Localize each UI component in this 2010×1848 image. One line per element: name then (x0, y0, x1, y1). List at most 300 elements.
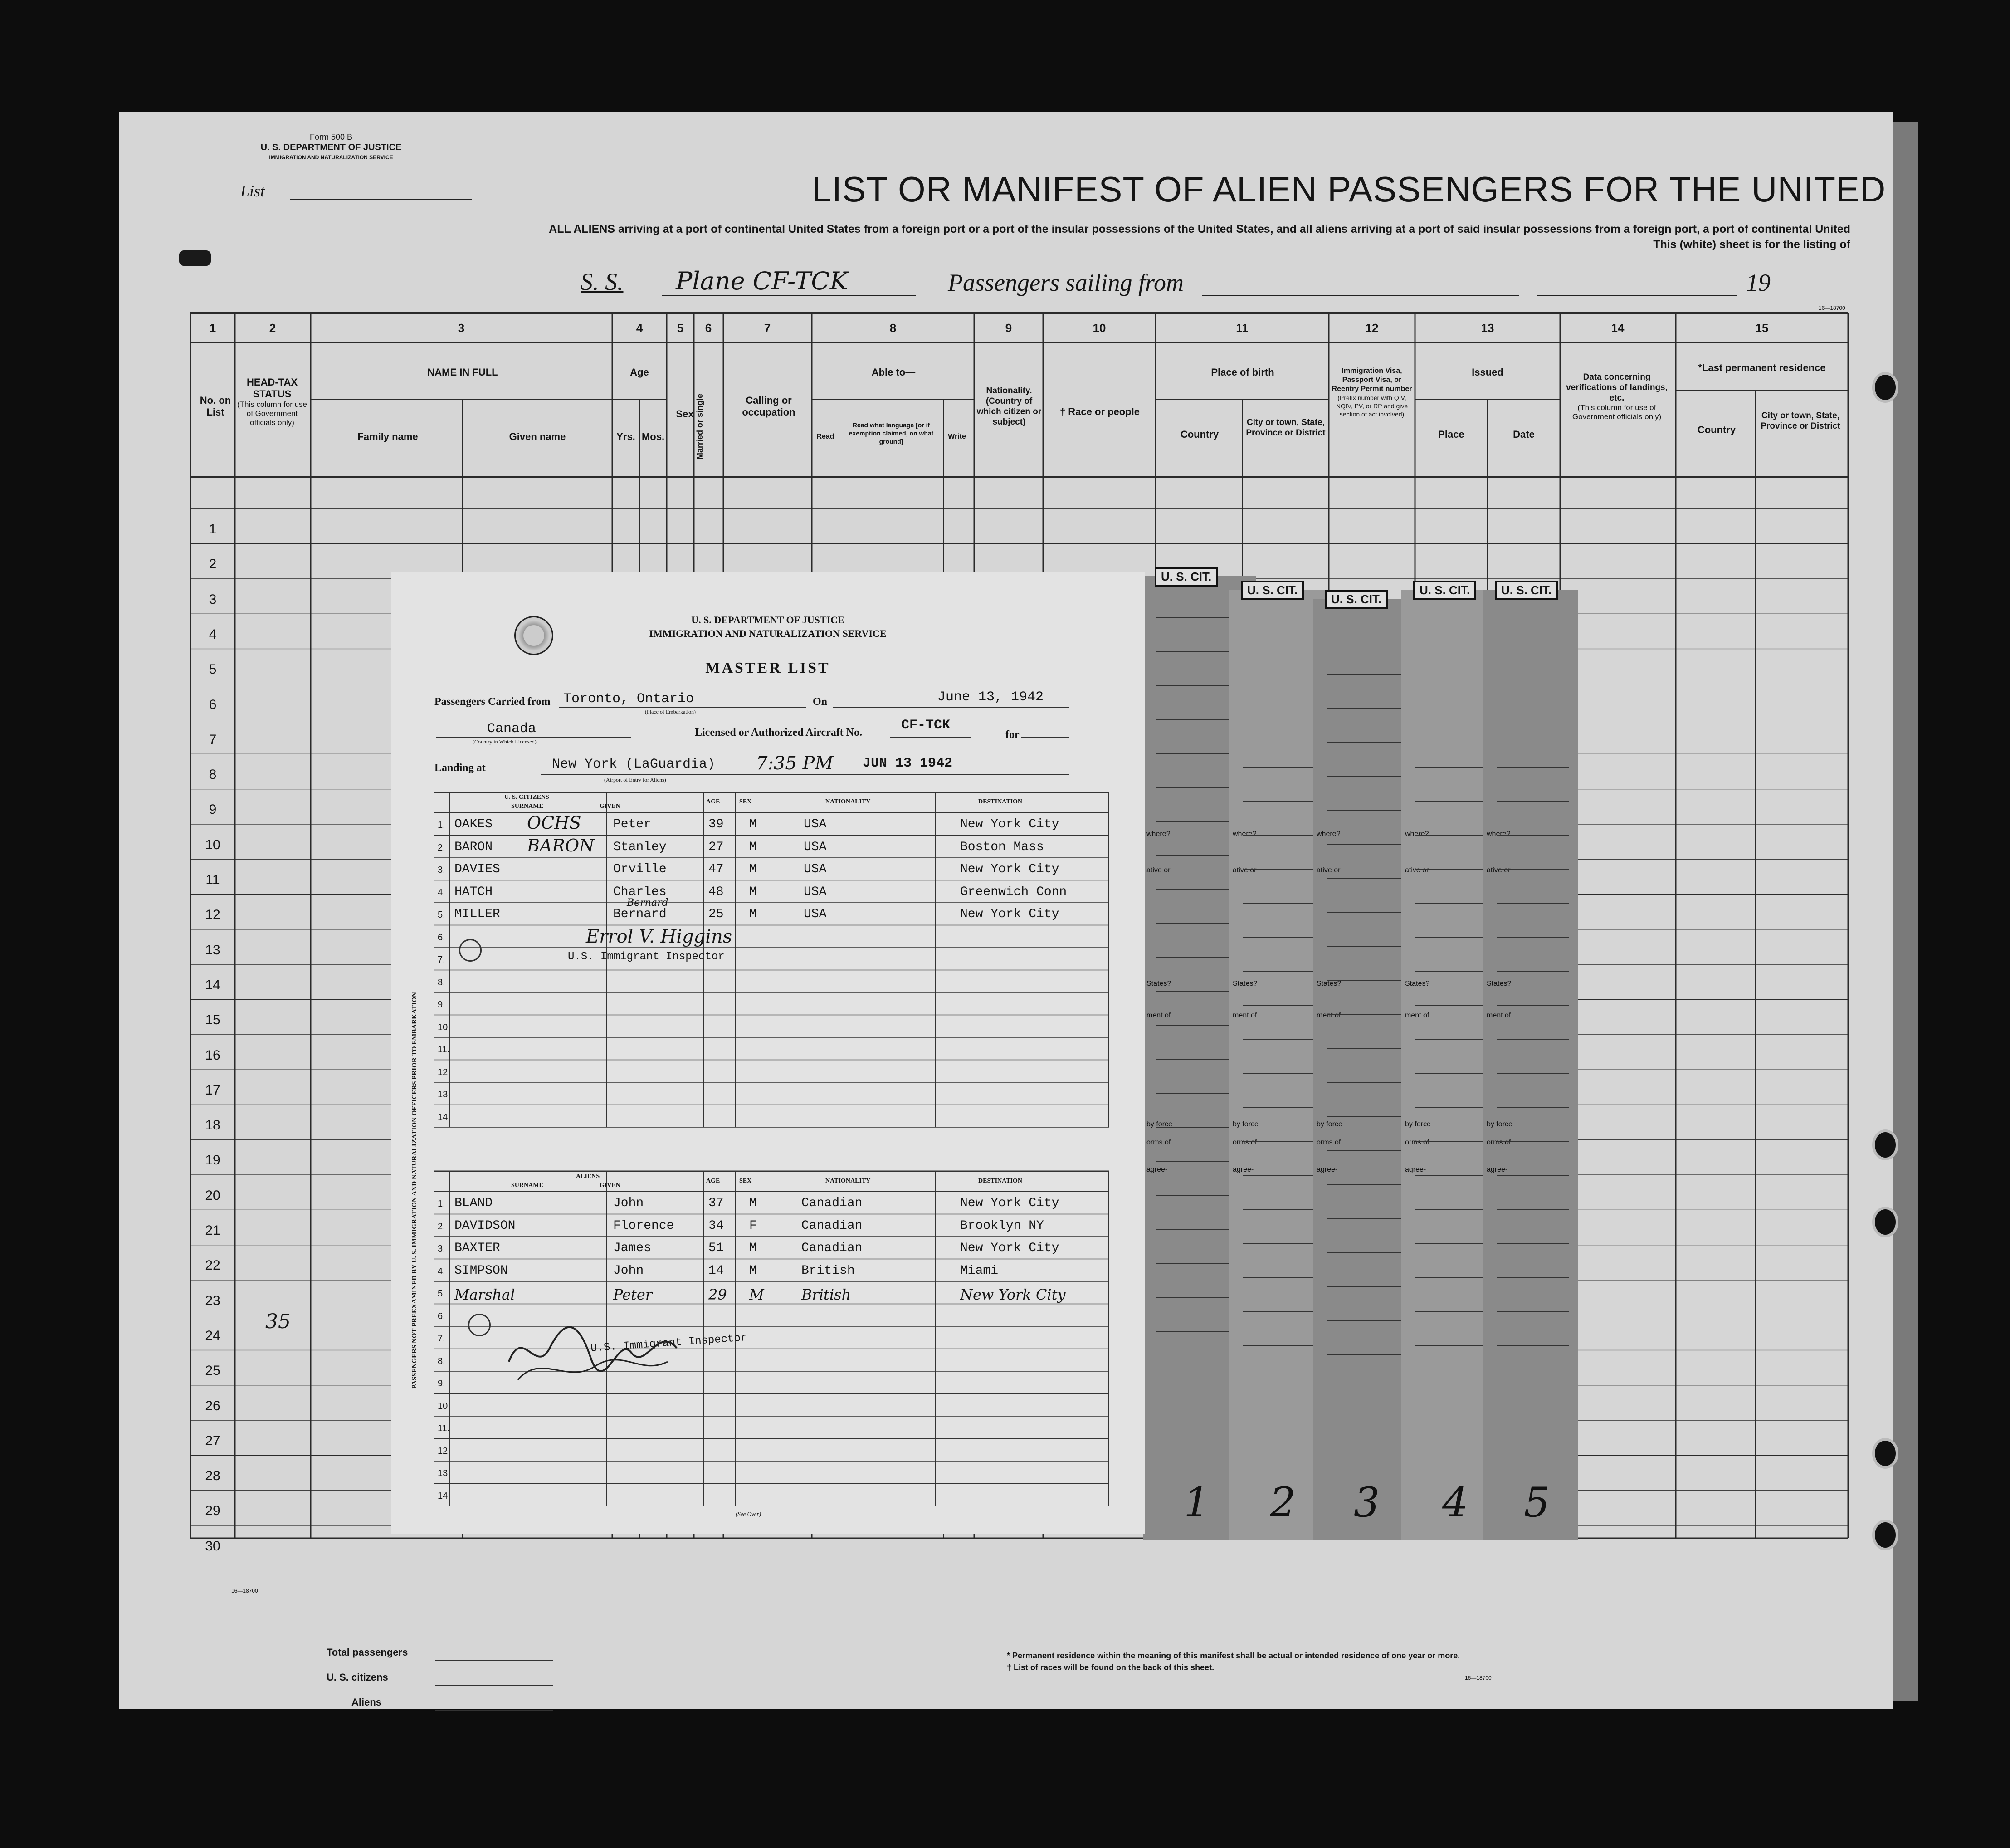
col-head-tax-note: (This column for use of Government officials only) (237, 400, 307, 427)
slip-fragment: orms of (1317, 1139, 1341, 1146)
slip-line (1327, 912, 1413, 913)
row-number: 24 (205, 1328, 220, 1343)
column-number: 12 (1365, 321, 1379, 335)
ml-row (391, 1110, 1145, 1132)
row-number: 8 (209, 767, 217, 782)
ml-cell-given: Orville (613, 862, 667, 876)
slip-line (1327, 742, 1413, 743)
ml-row-number: 6. (438, 1311, 445, 1321)
footer-code: 16—18700 (1465, 1675, 1492, 1681)
slip-fragment: ative or (1146, 866, 1171, 874)
ml-row (391, 862, 1145, 885)
ml-cell-nationality: USA (804, 885, 827, 899)
ml-row (391, 1264, 1145, 1286)
slip-fragment: orms of (1487, 1139, 1511, 1146)
ml-cell-destination: Boston Mass (960, 840, 1044, 854)
ml-department: U. S. DEPARTMENT OF JUSTICE (691, 614, 844, 626)
slip-line (1497, 1345, 1569, 1346)
ml-row-number: 8. (438, 977, 445, 988)
slip-line (1497, 903, 1569, 904)
slip-line (1497, 767, 1569, 768)
ml-row (391, 1421, 1145, 1443)
slip-fragment: where? (1233, 830, 1257, 838)
slip-fragment: where? (1317, 830, 1341, 838)
col-res-country: Country (1697, 424, 1736, 435)
row-number: 2 (209, 557, 217, 572)
ml-row-number: 4. (438, 1266, 445, 1276)
column-number: 5 (677, 321, 684, 335)
ml-licensed-label: Licensed or Authorized Aircraft No. (695, 727, 863, 738)
col-birth-country: Country (1180, 429, 1219, 440)
ml-row-number: 11. (438, 1423, 450, 1433)
slip-line (1327, 1116, 1413, 1117)
ml-aliens-nationality: NATIONALITY (825, 1178, 871, 1184)
slip-fragment: ment of (1146, 1012, 1171, 1019)
slip-fragment: by force (1233, 1120, 1259, 1128)
slip-line (1327, 1150, 1413, 1151)
citizen-slip (1483, 583, 1578, 1540)
year-prefix: 19 (1746, 269, 1771, 296)
ml-row-number: 6. (438, 932, 445, 943)
column-number: 15 (1755, 321, 1769, 335)
ml-landing-label: Landing at (434, 762, 486, 774)
slip-line (1243, 937, 1324, 938)
ml-row (391, 1488, 1145, 1511)
ml-row (391, 897, 1145, 930)
ml-cell-sex: M (749, 1263, 757, 1278)
ml-carried-from-value: Toronto, Ontario (563, 691, 694, 707)
col-race: † Race or people (1059, 406, 1140, 417)
ml-cell-surname: DAVIES (454, 862, 500, 876)
ml-row-number: 14. (438, 1112, 450, 1122)
footer-code-left: 16—18700 (231, 1588, 258, 1594)
slip-fragment: ative or (1405, 866, 1429, 874)
binder-hole (1872, 1129, 1898, 1160)
slip-fragment: orms of (1146, 1139, 1171, 1146)
ml-cell-nationality: Canadian (801, 1218, 863, 1233)
col-landings-note: (This column for use of Government officials only) (1572, 403, 1662, 421)
col-name-in-full: NAME IN FULL (427, 367, 498, 378)
row-number: 11 (205, 872, 220, 887)
slip-line (1243, 1073, 1324, 1074)
ml-cell-age: 39 (708, 817, 724, 831)
ml-carried-from-label: Passengers Carried from (434, 696, 551, 708)
slip-line (1243, 1277, 1324, 1278)
col-landings (1560, 372, 1673, 421)
ml-service: IMMIGRATION AND NATURALIZATION SERVICE (649, 628, 887, 639)
row-number: 5 (209, 662, 217, 677)
ml-row-number: 1. (438, 820, 445, 830)
ml-row-number: 5. (438, 910, 445, 920)
ml-cell-sex: M (749, 862, 757, 876)
ss-label: S. S. (581, 268, 624, 295)
slip-fragment: ative or (1487, 866, 1511, 874)
ml-row-number: 1. (438, 1199, 445, 1209)
ml-cell-sex: M (749, 907, 757, 921)
ml-landing-value: New York (LaGuardia) (552, 757, 716, 772)
row-number: 18 (205, 1118, 220, 1133)
slip-fragment: States? (1487, 980, 1512, 988)
row-number: 19 (205, 1153, 220, 1168)
ml-row (391, 1219, 1145, 1242)
slip-line (1243, 1005, 1324, 1006)
ml-cell-sex: M (749, 1196, 757, 1210)
handwritten-signature (504, 1307, 695, 1389)
ml-cell-surname: Marshal (454, 1286, 515, 1303)
slip-line (1243, 1209, 1324, 1210)
slip-line (1327, 878, 1413, 879)
ml-aliens-sex: SEX (739, 1178, 752, 1184)
col-issued: Issued (1472, 367, 1503, 378)
ml-cell-surname: MILLER (454, 907, 500, 921)
column-number: 8 (889, 321, 897, 335)
ml-aliens-surname: SURNAME (511, 1182, 543, 1189)
ml-row-number: 9. (438, 1000, 445, 1010)
circled-mark-icon (468, 1314, 491, 1336)
binder-hole (1872, 1207, 1898, 1237)
col-sex: Sex (676, 408, 694, 420)
ml-cell-nationality: USA (804, 907, 827, 921)
ml-row (391, 1196, 1145, 1219)
column-number: 3 (458, 321, 465, 335)
slip-line (1327, 674, 1413, 675)
ml-country-value: Canada (487, 721, 537, 737)
binder-hole (1872, 372, 1898, 403)
footer-line-3 (435, 1710, 553, 1711)
slip-fragment: by force (1317, 1120, 1342, 1128)
col-write: Write (948, 433, 966, 440)
slip-line (1327, 1082, 1413, 1083)
column-number: 2 (269, 321, 276, 335)
ml-row-number: 12. (438, 1067, 450, 1077)
slip-tag: U. S. CIT. (1241, 581, 1304, 600)
ml-cell-nationality: USA (804, 840, 827, 854)
row-number: 16 (205, 1047, 220, 1063)
col-place-of-birth: Place of birth (1211, 367, 1274, 378)
ml-cell-destination: New York City (960, 817, 1059, 831)
slip-fragment: ative or (1317, 866, 1341, 874)
column-number: 1 (209, 321, 216, 335)
col-visa-label: Immigration Visa, Passport Visa, or Reentry Permit number (1332, 367, 1412, 393)
slip-fragment: where? (1146, 830, 1171, 838)
row-number: 25 (205, 1363, 220, 1379)
ml-citizens-nationality: NATIONALITY (825, 798, 871, 805)
col-last-residence: *Last permanent residence (1698, 362, 1826, 373)
ml-cell-given: John (613, 1196, 644, 1210)
slip-line (1497, 1277, 1569, 1278)
ml-cell-age: 29 (708, 1286, 727, 1303)
ml-cell-given: Stanley (613, 840, 667, 854)
column-number: 13 (1481, 321, 1494, 335)
slip-fragment: by force (1405, 1120, 1431, 1128)
ml-row (391, 1443, 1145, 1466)
ml-cell-destination: New York City (960, 862, 1059, 876)
slip-number: 2 (1270, 1479, 1296, 1526)
ml-cell-given: Florence (613, 1218, 674, 1233)
ml-row (391, 1398, 1145, 1421)
slip-line (1497, 1141, 1569, 1142)
row-number: 17 (205, 1082, 220, 1098)
column-number: 7 (764, 321, 771, 335)
ml-cell-destination: New York City (960, 1196, 1059, 1210)
footer-aliens: Aliens (351, 1696, 382, 1708)
ml-cell-sex: M (749, 885, 757, 899)
ml-cell-age: 34 (708, 1218, 724, 1233)
ml-on-label: On (813, 696, 828, 708)
ml-aliens-destination: DESTINATION (978, 1178, 1022, 1184)
ml-citizens-age: AGE (706, 798, 720, 805)
slip-line (1497, 1073, 1569, 1074)
slip-tag: U. S. CIT. (1495, 581, 1558, 600)
ml-row (391, 930, 1145, 953)
row-number: 27 (205, 1433, 220, 1448)
ml-cell-destination: New York City (960, 1241, 1059, 1255)
ml-row (391, 1241, 1145, 1264)
slip-fragment: ment of (1317, 1012, 1341, 1019)
slip-line (1327, 1252, 1413, 1253)
column-number: 4 (636, 321, 643, 335)
ml-row (391, 1065, 1145, 1087)
slip-line (1243, 767, 1324, 768)
col-nationality: Nationality. (Country of which citizen or subject) (976, 386, 1042, 427)
row-number: 23 (205, 1293, 220, 1308)
slip-number: 1 (1184, 1479, 1210, 1526)
ml-cell-surname: HATCH (454, 885, 493, 899)
slip-line (1243, 1039, 1324, 1040)
form-department: U. S. DEPARTMENT OF JUSTICE (260, 142, 402, 152)
slip-line (1327, 1320, 1413, 1321)
slip-line (1327, 708, 1413, 709)
col-head-tax (236, 376, 308, 427)
row-number: 4 (209, 626, 217, 642)
slip-line (1497, 937, 1569, 938)
slip-line (1497, 835, 1569, 836)
slip-line (1327, 1218, 1413, 1219)
ml-cell-correction: Bernard (627, 897, 668, 909)
ml-citizens-signature-title: U.S. Immigrant Inspector (568, 951, 725, 963)
ml-row-number: 3. (438, 865, 445, 875)
slip-fragment: agree- (1233, 1166, 1254, 1173)
col-mos: Mos. (641, 431, 665, 442)
ml-cell-age: 14 (708, 1263, 724, 1278)
ml-cell-sex: M (749, 1286, 764, 1303)
ml-cell-surname: BAXTER (454, 1241, 500, 1255)
ml-side-text: PASSENGERS NOT PREEXAMINED BY U. S. IMMIGRATION AND NATURALIZATION OFFICERS PRIOR TO EMBARKATION (411, 992, 418, 1389)
slip-line (1327, 810, 1413, 811)
slip-line (1327, 1286, 1413, 1287)
subtitle-line-1: ALL ALIENS arriving at a port of continental United States from a foreign port or a port of the insular possessions of the United States, and all aliens arriving at a port of said insular possessions from a foreign port, a port of continental United (549, 223, 1850, 235)
ml-row-number: 2. (438, 842, 445, 853)
ml-cell-given: Peter (613, 1286, 653, 1303)
circled-mark-icon (459, 939, 482, 962)
slip-number: 5 (1524, 1479, 1550, 1526)
ml-row-number: 4. (438, 887, 445, 898)
col-family-name: Family name (357, 431, 418, 442)
footer-line-1 (435, 1660, 553, 1661)
slip-line (1497, 1107, 1569, 1108)
ml-date-value: June 13, 1942 (937, 689, 1044, 705)
ml-row-number: 9. (438, 1379, 445, 1388)
ml-cell-destination: Greenwich Conn (960, 885, 1067, 899)
ml-row (391, 997, 1145, 1020)
ml-aliens-group: ALIENS (576, 1173, 600, 1180)
ml-aliens-signature-title: U.S. Immigrant Inspector (590, 1331, 748, 1355)
slip-tag: U. S. CIT. (1413, 581, 1476, 600)
ml-row-number: 10. (438, 1401, 450, 1411)
ml-row-number: 13. (438, 1090, 450, 1100)
ml-cell-given: John (613, 1263, 644, 1278)
ml-cell-surname: BARON (454, 840, 493, 854)
ml-embark-note: (Place of Embarkation) (645, 709, 696, 715)
ml-cell-age: 47 (708, 862, 724, 876)
ml-cell-given: Peter (613, 817, 652, 831)
ml-row-number: 13. (438, 1468, 450, 1478)
ml-cell-sex: M (749, 840, 757, 854)
slip-number: 4 (1442, 1479, 1468, 1526)
ml-cell-surname: OAKES (454, 817, 493, 831)
row-number: 7 (209, 732, 217, 747)
slip-fragment: ative or (1233, 866, 1257, 874)
row-number: 9 (209, 802, 217, 817)
ml-citizens-surname: SURNAME (511, 803, 543, 810)
footer-line-2 (435, 1685, 553, 1686)
ml-aliens-given: GIVEN (600, 1182, 620, 1189)
slip-line (1327, 844, 1413, 845)
ml-aliens-age: AGE (706, 1178, 720, 1184)
ml-cell-given: Bernard (613, 907, 667, 921)
row-number: 14 (205, 977, 220, 992)
row-number: 22 (205, 1258, 220, 1273)
row-number: 20 (205, 1188, 220, 1203)
slip-number: 3 (1354, 1479, 1380, 1526)
ml-for-label: for (1005, 729, 1020, 741)
ml-citizens-signature: Errol V. Higgins (586, 926, 732, 947)
ml-cell-destination: Miami (960, 1263, 999, 1278)
slip-fragment: where? (1405, 830, 1429, 838)
slip-line (1497, 801, 1569, 802)
ml-row (391, 885, 1145, 908)
slip-fragment: States? (1405, 980, 1430, 988)
ml-cell-sex: F (749, 1218, 757, 1233)
ml-cell-nationality: British (801, 1286, 851, 1303)
ml-see-over: (See Over) (736, 1511, 761, 1517)
ml-cell-age: 48 (708, 885, 724, 899)
ml-cell-age: 51 (708, 1241, 724, 1255)
slip-line (1327, 1354, 1413, 1355)
page-title: LIST OR MANIFEST OF ALIEN PASSENGERS FOR THE UNITED (812, 169, 1886, 209)
row-number: 30 (205, 1538, 220, 1554)
ml-cell-nationality: USA (804, 817, 827, 831)
row-number: 1 (209, 522, 217, 537)
ml-cell-given: Charles (613, 885, 667, 899)
slip-line (1327, 1184, 1413, 1185)
slip-fragment: orms of (1233, 1139, 1257, 1146)
slip-fragment: by force (1487, 1120, 1512, 1128)
ml-cell-age: 27 (708, 840, 724, 854)
ml-cell-nationality: British (801, 1263, 855, 1278)
row-number: 6 (209, 697, 217, 712)
ml-row-number: 7. (438, 1334, 445, 1344)
col-issued-place: Place (1438, 429, 1464, 440)
col-calling: Calling or occupation (742, 395, 795, 418)
row-number: 12 (205, 907, 220, 923)
ml-cell-destination: New York City (960, 1286, 1066, 1303)
col-head-tax-label: HEAD-TAX STATUS (246, 376, 298, 400)
row-number: 13 (205, 942, 220, 958)
slip-line (1497, 971, 1569, 972)
ml-citizens-sex: SEX (739, 798, 752, 805)
slip-fragment: where? (1487, 830, 1511, 838)
binder-hole (1872, 1438, 1898, 1469)
slip-line (1497, 869, 1569, 870)
slip-line (1497, 1039, 1569, 1040)
list-label: List (240, 182, 265, 200)
ml-cell-surname: BLAND (454, 1196, 493, 1210)
ml-cell-nationality: USA (804, 862, 827, 876)
row-number: 10 (205, 837, 220, 852)
form-number: Form 500 B (309, 132, 353, 142)
col-given-name: Given name (509, 431, 566, 442)
ml-citizens-group: U. S. CITIZENS (504, 794, 549, 801)
ml-row-number: 10. (438, 1022, 450, 1032)
ml-aircraft-value: CF-TCK (901, 718, 951, 733)
ml-row-number: 8. (438, 1356, 445, 1366)
ml-title: MASTER LIST (705, 660, 830, 676)
slip-line (1497, 1209, 1569, 1210)
slip-fragment: agree- (1317, 1166, 1338, 1173)
slip-fragment: States? (1233, 980, 1258, 988)
row-number: 26 (205, 1398, 220, 1413)
slip-fragment: States? (1317, 980, 1342, 988)
ml-cell-destination: Brooklyn NY (960, 1218, 1044, 1233)
slip-fragment: States? (1146, 980, 1171, 988)
ml-row-number: 5. (438, 1289, 445, 1299)
slip-line (1327, 1048, 1413, 1049)
ml-cell-given: James (613, 1241, 652, 1255)
ml-row (391, 952, 1145, 975)
slip-fragment: by force (1146, 1120, 1172, 1128)
slip-line (1243, 1107, 1324, 1108)
column-number: 14 (1611, 321, 1625, 335)
footer-note-2: † List of races will be found on the back of this sheet. (1007, 1663, 1215, 1672)
binder-hole (1872, 1520, 1898, 1550)
ml-cell-sex: M (749, 1241, 757, 1255)
slip-line (1497, 1311, 1569, 1312)
slip-line (1243, 971, 1324, 972)
col-visa-note: (Prefix number with QIV, NQIV, PV, or RP and give section of act involved) (1336, 394, 1408, 418)
slip-line (1327, 1014, 1413, 1015)
slip-fragment: ment of (1405, 1012, 1429, 1019)
col-read: Read (816, 433, 834, 440)
ml-row (391, 975, 1145, 997)
column-number: 9 (1005, 321, 1012, 335)
ml-entry-note: (Airport of Entry for Aliens) (604, 777, 666, 783)
col-yrs: Yrs. (616, 431, 635, 442)
slip-line (1243, 801, 1324, 802)
form-service: IMMIGRATION AND NATURALIZATION SERVICE (269, 154, 393, 161)
ml-cell-sex: M (749, 817, 757, 831)
slip-line (1243, 1141, 1324, 1142)
ml-landing-time: 7:35 PM (756, 753, 834, 774)
slip-line (1243, 1175, 1324, 1176)
column-number: 11 (1236, 321, 1249, 335)
master-list (391, 572, 1145, 1534)
ml-row (391, 813, 1145, 840)
ml-row-number: 3. (438, 1244, 445, 1254)
ml-row (391, 1466, 1145, 1488)
ml-cell-age: 25 (708, 907, 724, 921)
slip-line (1243, 903, 1324, 904)
